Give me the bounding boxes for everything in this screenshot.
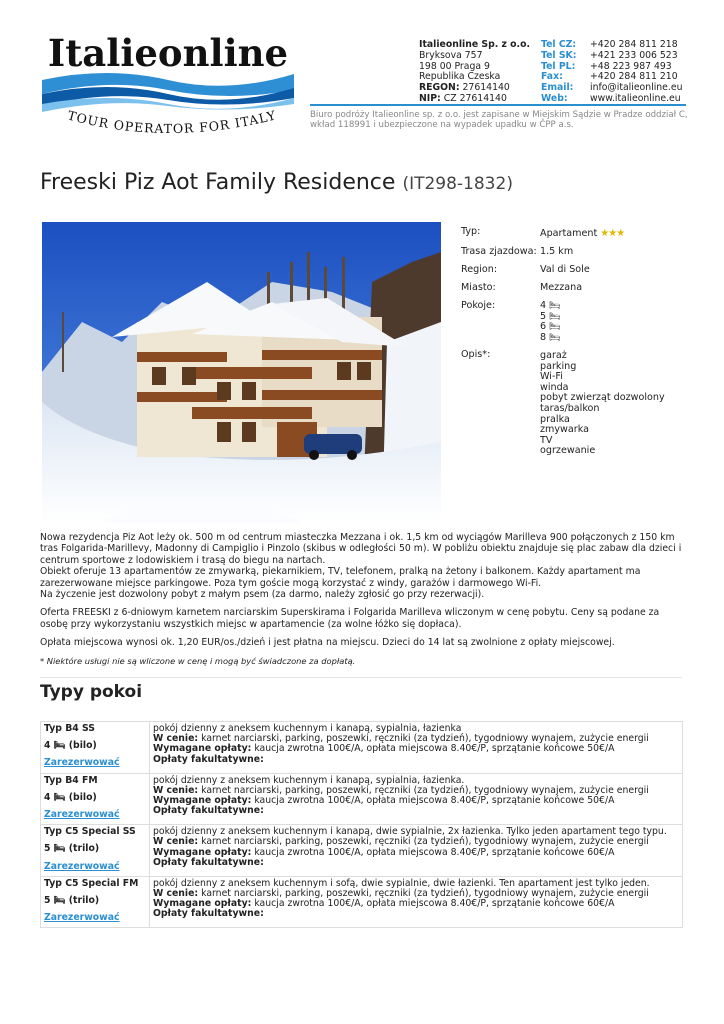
company-street: Bryksova 757	[419, 49, 483, 61]
book-button[interactable]: Zarezerwować	[44, 757, 120, 769]
room-type-cell	[41, 773, 150, 825]
regon-label: REGON:	[419, 82, 460, 94]
footnote: * Niektóre usługi nie są wliczone w cenę i mogą być świadczone za dopłatą.	[40, 655, 356, 666]
contact-values	[590, 40, 690, 105]
room-type-cell	[41, 722, 150, 774]
optional-fees: Opłaty fakultatywne:	[153, 753, 264, 765]
amenity: pobyt zwierząt dozwolony	[540, 392, 665, 404]
rooms-list	[540, 301, 700, 343]
header-divider	[310, 104, 686, 106]
table-row	[41, 825, 683, 877]
tel-cz[interactable]: +420 284 811 218	[590, 39, 678, 50]
bed-icon: 🛏	[549, 322, 561, 333]
contact-label: Tel PL:	[541, 60, 576, 72]
room-description: pokój dzienny z aneksem kuchennym i sofą, dwie sypialnie, dwie łazienki. Ten apartament jest tylko jeden.	[153, 877, 650, 889]
legal-notice: Biuro podróży Italieonline sp. z o.o. jest zapisane w Miejskim Sądzie w Pradze oddział C, wkład 118991 i ubezpieczone na wypadek upadku w ČPP a.s.	[310, 110, 688, 130]
type-value	[540, 229, 700, 240]
bed-icon: 🛏	[53, 791, 66, 803]
room-capacity: 5 🛏	[540, 310, 561, 322]
required-fees: kaucja zwrotna 100€/A, opłata miejscowa 8.40€/P, sprzątanie końcowe 50€/A	[254, 795, 615, 807]
amenities-label: Opis*:	[461, 349, 491, 360]
type-label: Typ:	[461, 226, 481, 237]
residence-photo	[42, 222, 441, 522]
required-fees: kaucja zwrotna 100€/A, opłata miejscowa 8.40€/P, sprzątanie końcowe 50€/A	[254, 743, 615, 755]
table-row	[41, 722, 683, 774]
room-capacity: 4 🛏	[540, 300, 561, 311]
section-divider	[40, 677, 682, 678]
amenity: pralka	[540, 413, 570, 425]
bed-icon: 🛏	[53, 843, 66, 855]
contact-label: Web:	[541, 92, 568, 104]
web-link[interactable]: www.italieonline.eu	[590, 92, 681, 104]
room-size: 5 🛏 (trilo)	[44, 843, 100, 855]
room-type-cell	[41, 825, 150, 877]
page-title	[40, 170, 513, 195]
bed-icon: 🛏	[53, 895, 66, 907]
room-details-cell: pokój dzienny z aneksem kuchennym i sofą, dwie sypialnie, dwie łazienki. Ten apartament jest tylko jeden. W cenie: karnet narciarski, parking, poszewki, ręczniki (za tydzień), tygodniowy wynajem, zużycie energii Wymagane opłaty: kaucja zwrotna 100€/A, opłata miejscowa 8.40€/P, sprzątanie końcowe 60€/A Opłaty fakultatywne:	[150, 876, 683, 928]
contact-label: Fax:	[541, 71, 563, 83]
tel-sk[interactable]: +421 233 006 523	[590, 49, 678, 61]
amenity: TV	[540, 434, 553, 446]
room-types-heading: Typy pokoi	[40, 682, 143, 702]
room-size: 4 🛏 (bilo)	[44, 791, 97, 803]
contact-label: Tel CZ:	[541, 39, 577, 50]
description	[40, 532, 682, 667]
required-fees: kaucja zwrotna 100€/A, opłata miejscowa 8.40€/P, sprzątanie końcowe 60€/A	[254, 846, 615, 858]
room-type-name: Typ C5 Special SS	[44, 826, 136, 838]
room-details-cell: pokój dzienny z aneksem kuchennym i kanapą, sypialnia, łazienka W cenie: karnet narciarski, parking, poszewki, ręczniki (za tydzień), tygodniowy wynajem, zużycie energii Wymagane opłaty: kaucja zwrotna 100€/A, opłata miejscowa 8.40€/P, sprzątanie końcowe 50€/A Opłaty fakultatywne:	[150, 722, 683, 774]
logo-tagline: TOUR OPERATOR FOR ITALY	[66, 107, 278, 137]
table-row	[41, 773, 683, 825]
residence-name: Freeski Piz Aot Family Residence	[40, 170, 396, 195]
book-button[interactable]: Zarezerwować	[44, 809, 120, 821]
type-text: Apartament	[540, 228, 598, 239]
rooms-label: Pokoje:	[461, 300, 496, 311]
room-description: pokój dzienny z aneksem kuchennym i kanapą, dwie sypialnie, 2x łazienka. Tylko jeden apartament tego typu.	[153, 826, 667, 838]
amenity: winda	[540, 381, 569, 393]
ski-run-value: 1.5 km	[540, 246, 574, 257]
amenity: garaż	[540, 350, 567, 361]
fax: +420 284 811 210	[590, 71, 678, 83]
description-paragraph: Opłata miejscowa wynosi ok. 1,20 EUR/os./dzień i jest płatna na miejscu. Dzieci do 14 lat są zwolnione z opłaty miejscowej.	[40, 637, 615, 649]
description-paragraph: Oferta FREESKI z 6-dniowym karnetem narciarskim Superskirama i Folgarida Marilleva wliczonym w cenę pobytu. Ceny są podane za osobę przy wykorzystaniu wszystkich miejsc w apartamencie (za wolne łóżko się dopłaca).	[40, 607, 660, 630]
email-link[interactable]: info@italieonline.eu	[590, 82, 683, 94]
amenity: taras/balkon	[540, 402, 600, 414]
amenity: ogrzewanie	[540, 445, 596, 457]
description-paragraph: Na życzenie jest dozwolony pobyt z małym psem (za darmo, należy zgłosić go przy rezerwacji).	[40, 589, 485, 601]
amenity: zmywarka	[540, 424, 589, 436]
bed-icon: 🛏	[549, 332, 561, 343]
room-description: pokój dzienny z aneksem kuchennym i kanapą, sypialnia, łazienka.	[153, 774, 465, 786]
optional-fees: Opłaty fakultatywne:	[153, 908, 264, 920]
tel-pl[interactable]: +48 223 987 493	[590, 60, 672, 72]
optional-fees: Opłaty fakultatywne:	[153, 856, 264, 868]
room-type-name: Typ B4 SS	[44, 723, 95, 734]
book-button[interactable]: Zarezerwować	[44, 860, 120, 872]
included: karnet narciarski, parking, poszewki, ręczniki (za tydzień), tygodniowy wynajem, zużycie energii	[201, 888, 649, 900]
bed-icon: 🛏	[53, 740, 66, 752]
room-details-cell: pokój dzienny z aneksem kuchennym i kanapą, sypialnia, łazienka. W cenie: karnet narciarski, parking, poszewki, ręczniki (za tydzień), tygodniowy wynajem, zużycie energii Wymagane opłaty: kaucja zwrotna 100€/A, opłata miejscowa 8.40€/P, sprzątanie końcowe 50€/A Opłaty fakultatywne:	[150, 773, 683, 825]
offer-code: (IT298-1832)	[402, 174, 513, 194]
logo-text: Italieonline	[47, 31, 289, 75]
description-paragraph: Obiekt oferuje 13 apartamentów ze zmywarką, piekarnikiem, TV, telefonem, pralką na żetony i balkonem. Każdy apartament ma zarezerwowane miejsce parkingowe. Poza tym goście mogą korzystać z windy, garażów i darmowego Wi-Fi.	[40, 566, 641, 589]
room-types-table	[40, 721, 683, 928]
room-capacity: 6 🛏	[540, 321, 561, 333]
required-fees: kaucja zwrotna 100€/A, opłata miejscowa 8.40€/P, sprzątanie końcowe 60€/A	[254, 898, 615, 910]
amenities-list	[540, 351, 700, 457]
company-city: 198 00 Praga 9	[419, 60, 490, 72]
room-description: pokój dzienny z aneksem kuchennym i kanapą, sypialnia, łazienka	[153, 723, 462, 734]
room-size: 4 🛏 (bilo)	[44, 740, 97, 752]
optional-fees: Opłaty fakultatywne:	[153, 805, 264, 817]
contact-label: Tel SK:	[541, 49, 577, 61]
amenity: parking	[540, 360, 577, 372]
room-details-cell: pokój dzienny z aneksem kuchennym i kanapą, dwie sypialnie, 2x łazienka. Tylko jeden apartament tego typu. W cenie: karnet narciarski, parking, poszewki, ręczniki (za tydzień), tygodniowy wynajem, zużycie energii Wymagane opłaty: kaucja zwrotna 100€/A, opłata miejscowa 8.40€/P, sprzątanie końcowe 60€/A Opłaty fakultatywne:	[150, 825, 683, 877]
bed-icon: 🛏	[549, 311, 561, 322]
room-capacity: 8 🛏	[540, 331, 561, 343]
nip-label: NIP:	[419, 92, 441, 104]
table-row	[41, 876, 683, 928]
room-size: 5 🛏 (trilo)	[44, 895, 100, 907]
included: karnet narciarski, parking, poszewki, ręczniki (za tydzień), tygodniowy wynajem, zużycie energii	[201, 733, 649, 745]
bed-icon: 🛏	[549, 301, 561, 311]
italieonline-logo	[38, 30, 298, 140]
regon-value: 27614140	[462, 82, 510, 94]
city-label: Miasto:	[461, 282, 496, 293]
company-address	[419, 40, 537, 105]
region-value: Val di Sole	[540, 264, 590, 275]
star-rating-icon: ★★★	[600, 228, 625, 239]
contact-labels	[541, 40, 589, 105]
room-type-name: Typ C5 Special FM	[44, 877, 139, 889]
contact-label: Email:	[541, 82, 574, 94]
book-button[interactable]: Zarezerwować	[44, 912, 120, 924]
nip-value: CZ 27614140	[443, 92, 507, 104]
company-country: Republika Czeska	[419, 71, 501, 83]
room-type-cell	[41, 876, 150, 928]
included: karnet narciarski, parking, poszewki, ręczniki (za tydzień), tygodniowy wynajem, zużycie energii	[201, 836, 649, 848]
region-label: Region:	[461, 264, 498, 275]
room-type-name: Typ B4 FM	[44, 774, 98, 786]
description-paragraph: Nowa rezydencja Piz Aot leży ok. 500 m od centrum miasteczka Mezzana i ok. 1,5 km od wyciągów Marilleva 900 połączonych z 150 km tras Folgarida-Marillevy, Madonny di Campiglio i Pinzolo (skibus w odległości 50 m). W pobliżu obiektu znajduje się plac zabaw dla dzieci i centrum sportowe z lodowiskiem i trasą do biegu na nartach.	[40, 532, 682, 566]
included: karnet narciarski, parking, poszewki, ręczniki (za tydzień), tygodniowy wynajem, zużycie energii	[201, 784, 649, 796]
company-name: Italieonline Sp. z o.o.	[419, 39, 530, 50]
amenity: Wi-Fi	[540, 371, 563, 383]
ski-run-label: Trasa zjazdowa:	[461, 246, 537, 257]
city-value: Mezzana	[540, 282, 583, 293]
